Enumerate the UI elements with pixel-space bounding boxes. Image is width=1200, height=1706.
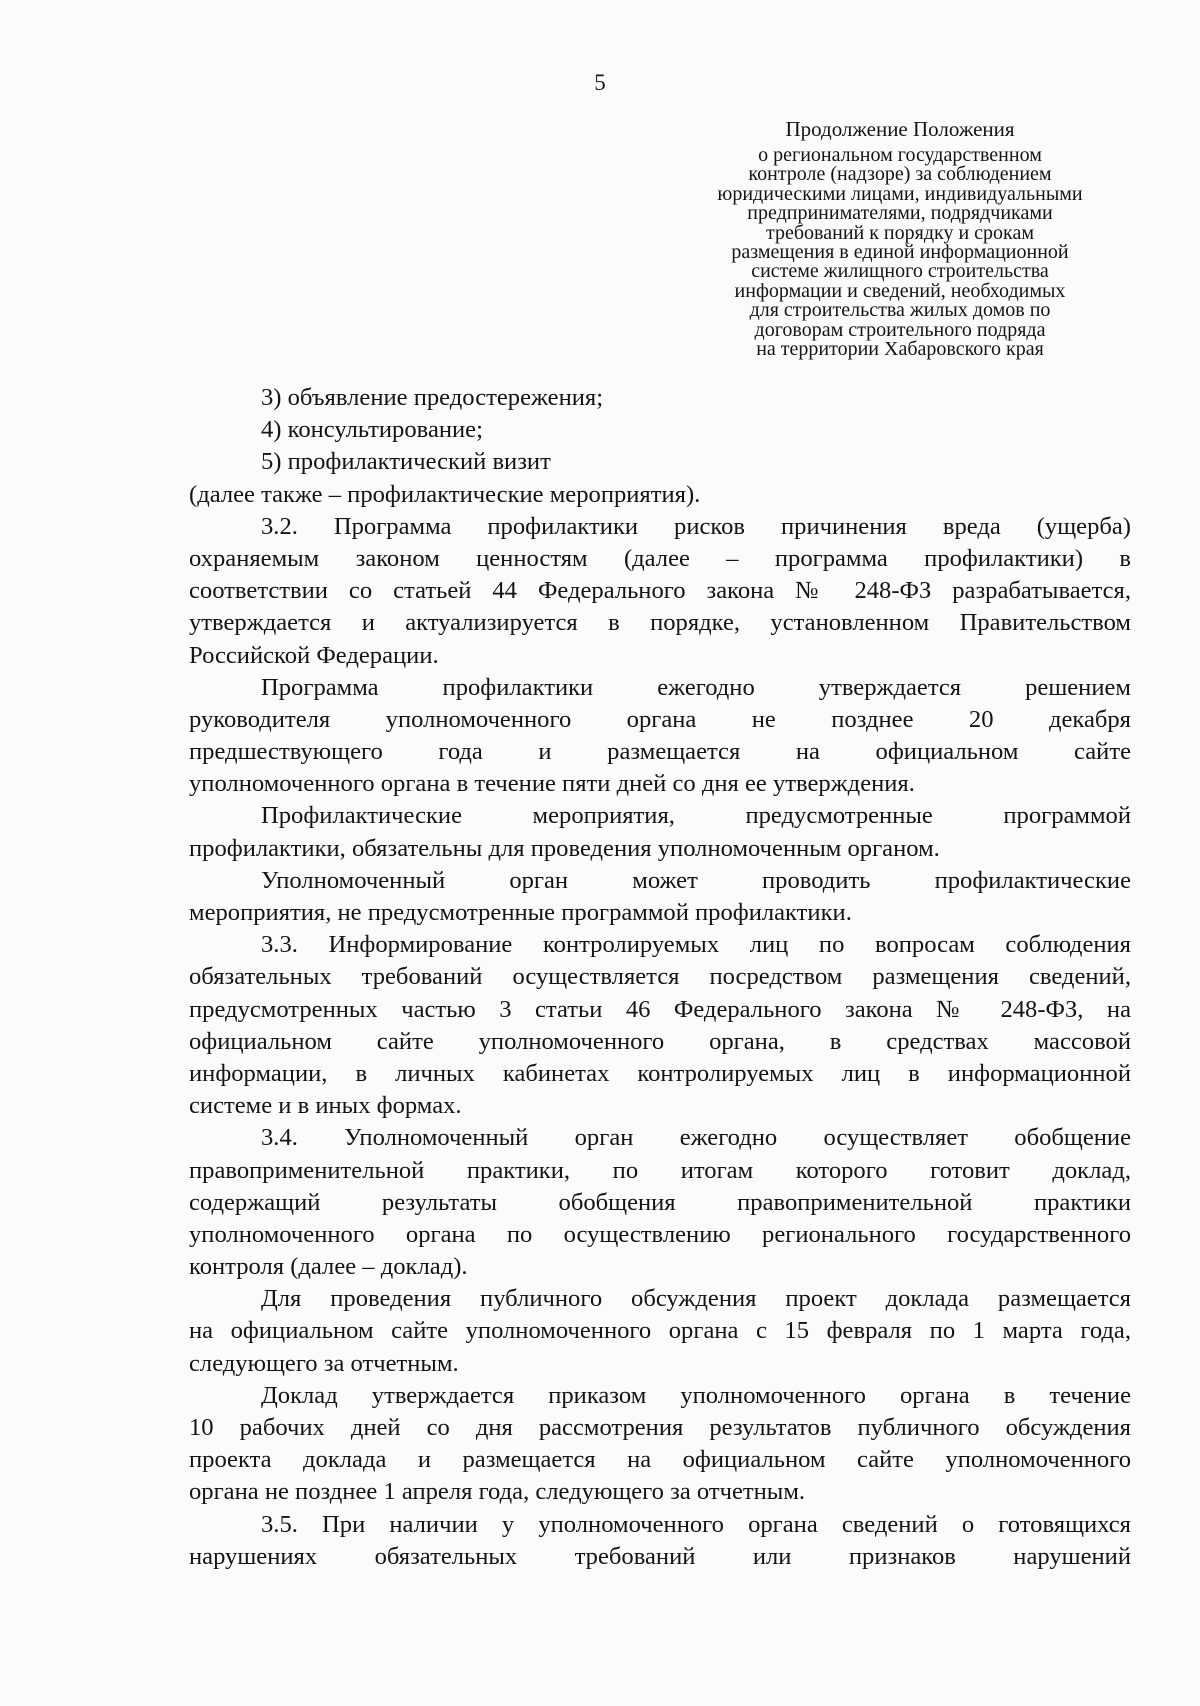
body-line: 3.3. Информирование контролируемых лиц по вопросам соблюдения bbox=[261, 931, 1131, 959]
header-subtitle bbox=[670, 146, 1130, 359]
header-line: о региональном государственном bbox=[758, 144, 1042, 166]
body-line: 4) консультирование; bbox=[261, 416, 483, 444]
body-line: Доклад утверждается приказом уполномоченного органа в течение bbox=[261, 1381, 1131, 1409]
header-title: Продолжение Положения bbox=[785, 117, 1015, 141]
body-line: Уполномоченный орган может проводить профилактические bbox=[261, 866, 1131, 894]
header-line: контроле (надзоре) за соблюдением bbox=[748, 163, 1052, 186]
header-line: договорам строительного подряда bbox=[754, 318, 1046, 341]
header-line: предпринимателями, подрядчиками bbox=[747, 202, 1053, 225]
body-line: уполномоченного органа по осуществлению регионального государственного bbox=[189, 1220, 1131, 1248]
body-line: на официальном сайте уполномоченного органа с 15 февраля по 1 марта года, bbox=[189, 1317, 1131, 1345]
body-line: 3.5. При наличии у уполномоченного органа сведений о готовящихся bbox=[261, 1510, 1131, 1538]
body-line: следующего за отчетным. bbox=[189, 1349, 459, 1377]
body-line: правоприменительной практики, по итогам которого готовит доклад, bbox=[189, 1156, 1131, 1184]
body-line: предусмотренных частью 3 статьи 46 Федерального закона № 248-ФЗ, на bbox=[189, 995, 1131, 1023]
body-line: Программа профилактики ежегодно утверждается решением bbox=[261, 673, 1131, 701]
body-line: Российской Федерации. bbox=[189, 641, 439, 669]
body-line: контроля (далее – доклад). bbox=[189, 1253, 468, 1281]
header-line: требований к порядку и срокам bbox=[766, 221, 1034, 244]
body-line: содержащий результаты обобщения правоприменительной практики bbox=[189, 1188, 1131, 1216]
header-line: на территории Хабаровского края bbox=[756, 338, 1044, 361]
header-line: размещения в единой информационной bbox=[731, 241, 1069, 264]
body-line: мероприятия, не предусмотренные программой профилактики. bbox=[189, 899, 852, 926]
body-line: 3) объявление предостережения; bbox=[261, 384, 604, 411]
header-line: для строительства жилых домов по bbox=[749, 299, 1051, 322]
body-line: официальном сайте уполномоченного органа, в средствах массовой bbox=[189, 1027, 1131, 1055]
body-line: Профилактические мероприятия, предусмотренные программой bbox=[261, 802, 1131, 830]
body-line: профилактики, обязательны для проведения уполномоченным органом. bbox=[189, 834, 940, 862]
body-line: 10 рабочих дней со дня рассмотрения результатов публичного обсуждения bbox=[189, 1414, 1131, 1441]
body-line: охраняемым законом ценностям (далее – программа профилактики) в bbox=[189, 544, 1131, 572]
body-line: уполномоченного органа в течение пяти дней со дня ее утверждения. bbox=[189, 770, 915, 798]
body-line: предшествующего года и размещается на официальном сайте bbox=[189, 738, 1131, 766]
body-line: нарушениях обязательных требований или признаков нарушений bbox=[189, 1542, 1131, 1570]
body-line: органа не позднее 1 апреля года, следующего за отчетным. bbox=[189, 1478, 806, 1506]
page-number: 5 bbox=[594, 70, 606, 95]
body-line: 3.2. Программа профилактики рисков причинения вреда (ущерба) bbox=[261, 512, 1131, 540]
header-line: юридическими лицами, индивидуальными bbox=[717, 182, 1083, 205]
body-line: 3.4. Уполномоченный орган ежегодно осуществляет обобщение bbox=[261, 1124, 1131, 1152]
body-line: информации, в личных кабинетах контролируемых лиц в информационной bbox=[189, 1059, 1131, 1087]
body-line: проекта доклада и размещается на официальном сайте уполномоченного bbox=[189, 1446, 1131, 1474]
body-line: утверждается и актуализируется в порядке, установленном Правительством bbox=[189, 609, 1131, 637]
body-text bbox=[189, 382, 1131, 1573]
body-line: руководителя уполномоченного органа не позднее 20 декабря bbox=[189, 705, 1131, 733]
body-line: 5) профилактический визит bbox=[261, 448, 551, 476]
header-line: информации и сведений, необходимых bbox=[734, 279, 1066, 302]
body-line: (далее также – профилактические мероприятия). bbox=[189, 480, 701, 508]
body-line: Для проведения публичного обсуждения проект доклада размещается bbox=[261, 1285, 1131, 1313]
body-line: системе и в иных формах. bbox=[189, 1092, 462, 1120]
header-line: системе жилищного строительства bbox=[751, 260, 1049, 283]
body-line: обязательных требований осуществляется посредством размещения сведений, bbox=[189, 963, 1131, 991]
body-line: соответствии со статьей 44 Федерального закона № 248-ФЗ разрабатывается, bbox=[189, 577, 1131, 605]
